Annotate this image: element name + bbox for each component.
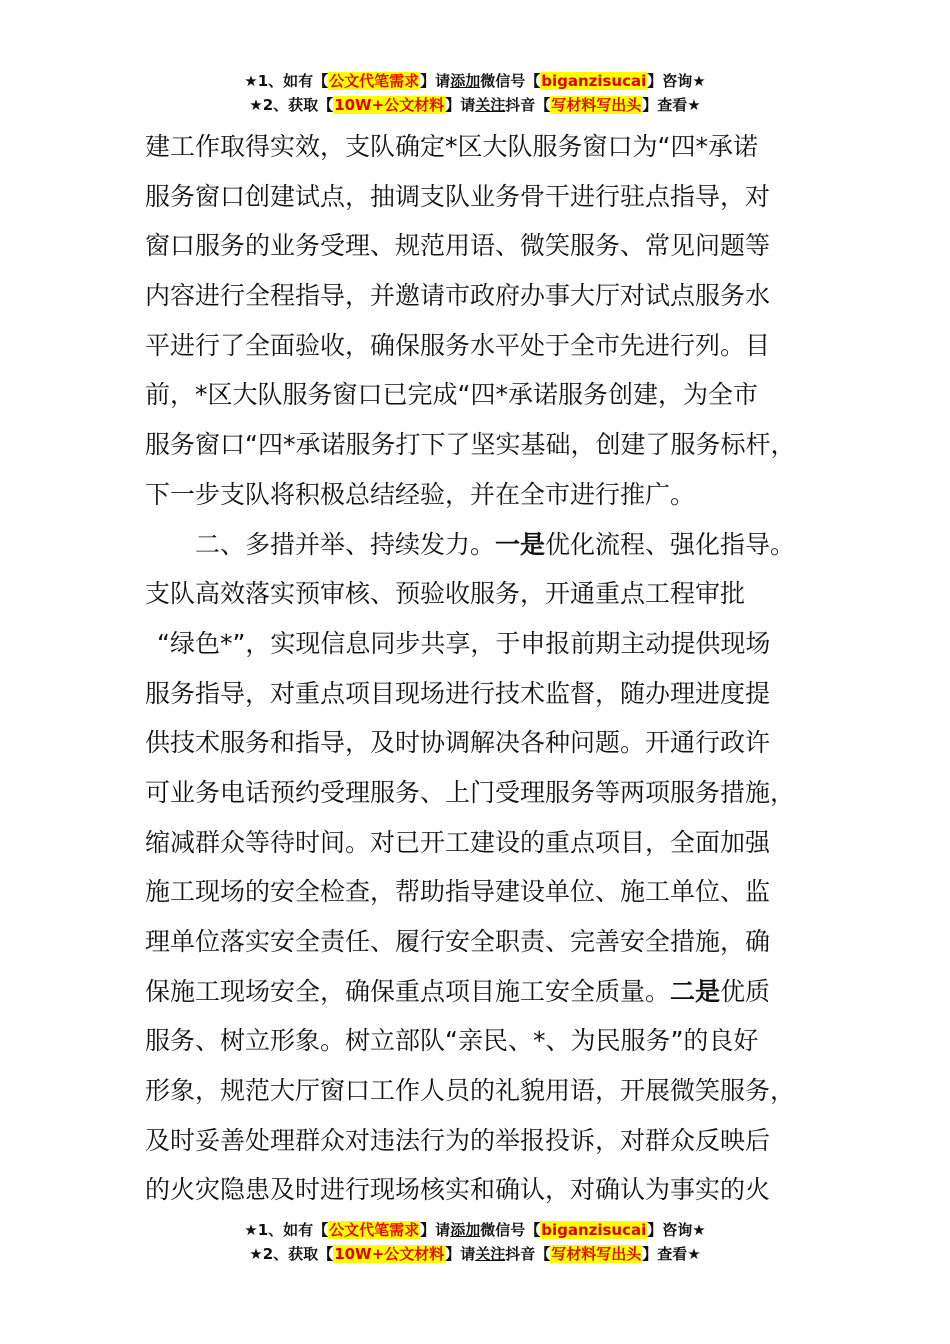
- highlight-douyin-id: 写材料写出头: [551, 1245, 642, 1263]
- banner-text: 微信号【: [480, 72, 541, 90]
- text-line: 下一步支队将积极总结经验，并在全市进行推广。: [145, 479, 696, 509]
- text-span: 优化流程、强化指导。: [545, 529, 796, 559]
- text-line: 平进行了全面验收，确保服务水平处于全市先进行列。目: [145, 330, 771, 360]
- bold-marker: 一是: [495, 529, 546, 559]
- text-span: 保施工现场安全，确保重点项目施工安全质量。: [145, 976, 671, 1006]
- banner-text: ★1、如有【: [244, 1221, 329, 1239]
- text-line: 形象，规范大厅窗口工作人员的礼貌用语，开展微笑服务，: [145, 1076, 796, 1106]
- text-line: 支队高效落实预审核、预验收服务，开通重点工程审批: [145, 579, 746, 609]
- text-line: 可业务电话预约受理服务、上门受理服务等两项服务措施，: [145, 777, 796, 807]
- banner-text: ★2、获取【: [249, 1245, 334, 1263]
- text-line: [145, 967, 825, 1017]
- text-line: 的火灾隐患及时进行现场核实和确认，对确认为事实的火: [145, 1175, 771, 1205]
- text-line: 建工作取得实效，支队确定*区大队服务窗口为“四*承诺: [145, 132, 758, 161]
- banner-text: 抖音【: [505, 1245, 551, 1263]
- highlight-wechat-id: biganzisucai: [541, 1221, 647, 1239]
- banner-underlined-text: 关注: [475, 96, 506, 114]
- body-text: [145, 122, 825, 1215]
- banner-text: 】咨询★: [647, 72, 706, 90]
- banner-text: 】请: [445, 96, 476, 114]
- footer-banner: [0, 1219, 950, 1267]
- banner-underlined-text: 添加: [450, 1221, 481, 1239]
- banner-underlined-text: 关注: [475, 1245, 506, 1263]
- header-banner: [0, 70, 950, 118]
- text-line: 施工现场的安全检查，帮助指导建设单位、施工单位、监: [145, 877, 771, 907]
- banner-text: 】咨询★: [647, 1221, 706, 1239]
- text-line: “绿色*”，实现信息同步共享，于申报前期主动提供现场: [157, 628, 771, 658]
- banner-line-2: [0, 1243, 950, 1267]
- banner-text: 】请: [420, 72, 451, 90]
- text-line: 供技术服务和指导，及时协调解决各种问题。开通行政许: [145, 728, 771, 758]
- highlight-wechat-id: biganzisucai: [541, 72, 647, 90]
- highlight-douyin-id: 写材料写出头: [551, 96, 642, 114]
- text-line: 内容进行全程指导，并邀请市政府办事大厅对试点服务水: [145, 281, 771, 311]
- text-line: 服务指导，对重点项目现场进行技术监督，随办理进度提: [145, 678, 771, 708]
- banner-text: 】查看★: [642, 1245, 701, 1263]
- banner-text: 】请: [445, 1245, 476, 1263]
- text-line: 前，*区大队服务窗口已完成“四*承诺服务创建，为全市: [145, 380, 758, 410]
- section-heading: 二、多措并举、持续发力。: [195, 529, 496, 559]
- text-line: 及时妥善处理群众对违法行为的举报投诉，对群众反映后: [145, 1125, 771, 1155]
- highlight-materials: 10W+公文材料: [334, 1245, 445, 1263]
- banner-text: 】查看★: [642, 96, 701, 114]
- text-line: 缩减群众等待时间。对已开工建设的重点项目，全面加强: [145, 827, 771, 857]
- banner-text: ★2、获取【: [249, 96, 334, 114]
- bold-marker: 二是: [670, 976, 721, 1006]
- text-span: 优质: [720, 976, 771, 1006]
- banner-underlined-text: 添加: [450, 72, 481, 90]
- banner-line-1: [0, 1219, 950, 1243]
- banner-line-2: [0, 94, 950, 118]
- highlight-service: 公文代笔需求: [329, 1221, 420, 1239]
- text-line: 服务、树立形象。树立部队“亲民、*、为民服务”的良好: [145, 1026, 759, 1056]
- text-line: 窗口服务的业务受理、规范用语、微笑服务、常见问题等: [145, 231, 771, 261]
- text-line: 服务窗口创建试点，抽调支队业务骨干进行驻点指导，对: [145, 181, 771, 211]
- highlight-materials: 10W+公文材料: [334, 96, 445, 114]
- banner-text: ★1、如有【: [244, 72, 329, 90]
- highlight-service: 公文代笔需求: [329, 72, 420, 90]
- section-heading-line: [145, 520, 825, 570]
- text-line: 服务窗口“四*承诺服务打下了坚实基础，创建了服务标杆，: [145, 430, 796, 460]
- banner-text: 微信号【: [480, 1221, 541, 1239]
- banner-text: 抖音【: [505, 96, 551, 114]
- banner-text: 】请: [420, 1221, 451, 1239]
- text-line: 理单位落实安全责任、履行安全职责、完善安全措施，确: [145, 927, 771, 956]
- banner-line-1: [0, 70, 950, 94]
